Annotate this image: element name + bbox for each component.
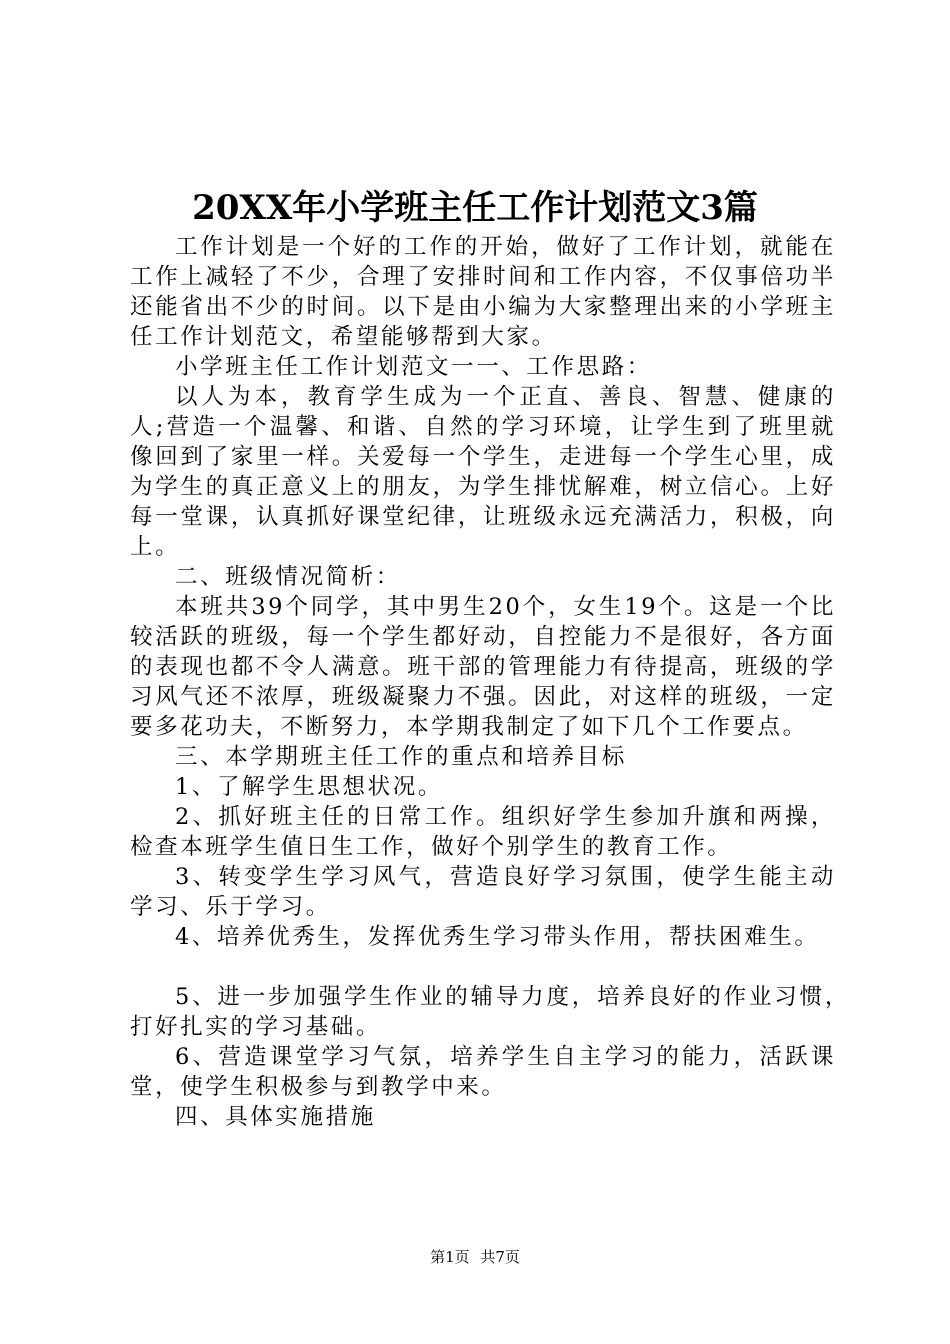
list-item-4: 4、培养优秀生，发挥优秀生学习带头作用，帮扶困难生。 [175,924,820,950]
paragraph-section-three-heading: 三、本学期班主任工作的重点和培养目标 [175,744,627,770]
paragraph-work-approach: 以人为本，教育学生成为一个正直、善良、智慧、健康的人;营造一个温馨、和谐、自然的学习环境，让学生到了班里就像回到了家里一样。关爱每一个学生，走进每一个学生心里，成为学生的真正意义上的朋友，为学生排忧解难，树立信心。上好每一堂课，认真抓好课堂纪律，让班级永远充满活力，积极，向上。 [130,384,836,560]
blank-line [130,952,836,982]
document-body [130,232,850,1132]
paragraph-class-analysis: 本班共39个同学，其中男生20个，女生19个。这是一个比较活跃的班级，每一个学生都好动，自控能力不是很好，各方面的表现也都不令人满意。班干部的管理能力有待提高，班级的学习风气还不浓厚，班级凝聚力不强。因此，对这样的班级，一定要多花功夫，不断努力，本学期我制定了如下几个工作要点。 [130,594,836,740]
list-item-2: 2、抓好班主任的日常工作。组织好学生参加升旗和两操，检查本班学生值日生工作，做好个别学生的教育工作。 [130,804,836,860]
page-number: 第1页 [430,1248,470,1266]
paragraph-section-one-heading: 小学班主任工作计划范文一一、工作思路： [175,354,652,380]
document-title: 20XX年小学班主任工作计划范文3篇 [192,188,758,228]
list-item-5: 5、进一步加强学生作业的辅导力度，培养良好的作业习惯，打好扎实的学习基础。 [130,984,850,1040]
paragraph-section-two-heading: 二、班级情况简析： [175,564,401,590]
paragraph-intro: 工作计划是一个好的工作的开始，做好了工作计划，就能在工作上减轻了不少，合理了安排时间和工作内容，不仅事倍功半还能省出不少的时间。以下是由小编为大家整理出来的小学班主任工作计划范文，希望能够帮到大家。 [130,234,836,350]
list-item-3: 3、转变学生学习风气，营造良好学习氛围，使学生能主动学习、乐于学习。 [130,864,836,920]
paragraph-section-four-heading: 四、具体实施措施 [175,1104,376,1130]
page-total: 共7页 [480,1248,520,1266]
page-footer [0,1247,950,1267]
list-item-1: 1、了解学生思想状况。 [175,774,443,800]
list-item-6: 6、营造课堂学习气氛，培养学生自主学习的能力，活跃课堂，使学生积极参与到教学中来。 [130,1044,836,1100]
